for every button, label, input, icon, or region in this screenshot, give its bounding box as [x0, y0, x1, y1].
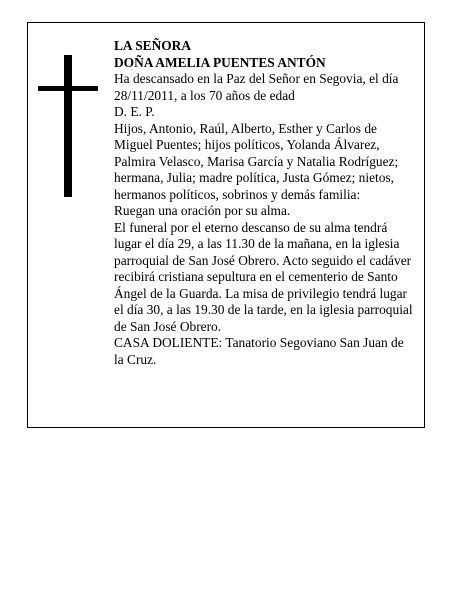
obituary-text [114, 38, 416, 368]
rip-line: D. E. P. [114, 104, 155, 119]
prayer-request: Ruegan una oración por su alma. [114, 203, 291, 218]
cross-vertical-bar [64, 55, 72, 197]
death-announcement: Ha descansado en la Paz del Señor en Segovia, el día 28/11/2011, a los 70 años de edad [114, 71, 399, 103]
mourning-house: CASA DOLIENTE: Tanatorio Segoviano San Juan de la Cruz. [114, 335, 404, 367]
notice-title: LA SEÑORA [114, 38, 192, 53]
cross-horizontal-bar [38, 86, 98, 91]
family-list: Hijos, Antonio, Raúl, Alberto, Esther y Carlos de Miguel Puentes; hijos políticos, Yolanda Álvarez, Palmira Velasco, Marisa García y Natalia Rodríguez; hermana, Julia; madre política, Justa Gómez; nietos, hermanos políticos, sobrinos y demás familia: [114, 120, 399, 202]
cross-icon [38, 55, 98, 197]
deceased-name: DOÑA AMELIA PUENTES ANTÓN [114, 54, 326, 70]
funeral-details: El funeral por el eterno descanso de su alma tendrá lugar el día 29, a las 11.30 de la mañana, en la iglesia parroquial de San José Obrero. Acto seguido el cadáver recibirá cristiana sepultura en el cementerio de Santo Ángel de la Guarda. La misa de privilegio tendrá lugar el día 30, a las 19.30 de la tarde, en la iglesia parroquial de San José Obrero. [114, 219, 413, 334]
